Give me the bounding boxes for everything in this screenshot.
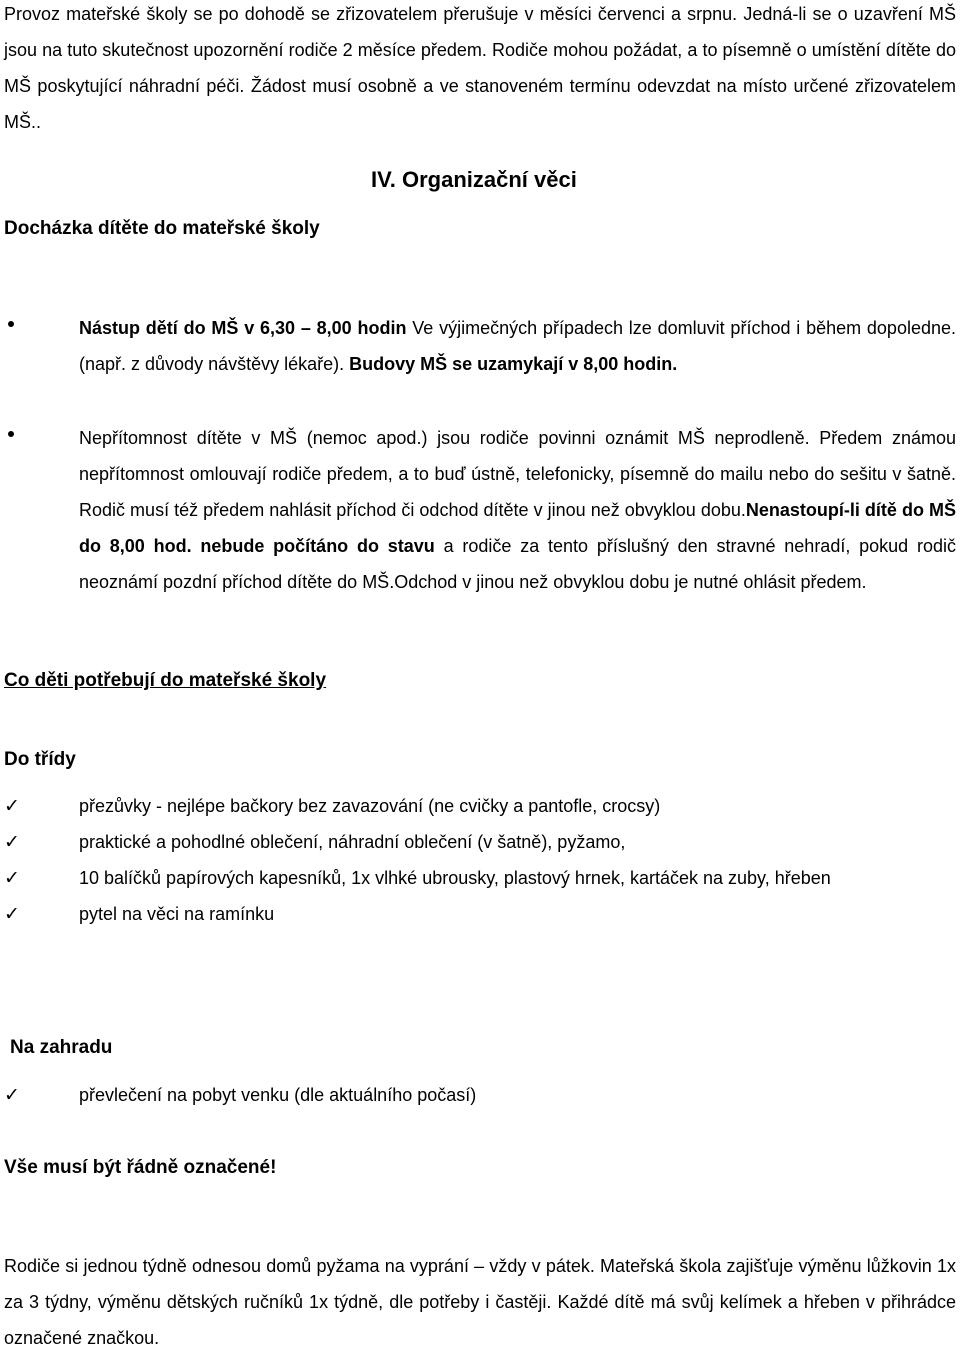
attendance-item-arrival bbox=[0, 310, 956, 382]
attendance-list-2 bbox=[0, 420, 956, 600]
list-item-text: pytel na věci na ramínku bbox=[79, 904, 275, 924]
checkmark-icon: ✓ bbox=[4, 795, 20, 817]
list-item-text: převlečení na pobyt venku (dle aktuálního počasí) bbox=[79, 1085, 477, 1105]
class-items-list bbox=[0, 788, 956, 932]
garden-heading: Na zahradu bbox=[10, 1037, 113, 1058]
checkmark-icon: ✓ bbox=[4, 1084, 20, 1106]
class-heading: Do třídy bbox=[4, 749, 76, 770]
intro-paragraph: Provoz mateřské školy se po dohodě se zřizovatelem přerušuje v měsíci červenci a srpnu. Jedná-li se o uzavření MŠ jsou na tuto skutečnost upozornění rodiče 2 měsíce předem. Rodiče mohou požádat, a to písemně o umístění dítěte do MŠ poskytující náhradní péči. Žádost musí osobně a ve stanoveném termínu odevzdat na místo určené zřizovatelem MŠ.. bbox=[4, 4, 956, 132]
garden-items-list bbox=[0, 1077, 956, 1113]
checkmark-icon: ✓ bbox=[4, 867, 20, 889]
absence-text: Nepřítomnost dítěte v MŠ (nemoc apod.) jsou rodiče povinni oznámit MŠ neprodleně. Předem známou nepřítomnost omlouvají rodiče předem, a to buď ústně, telefonicky, písemně do mailu nebo do sešitu v šatně. Rodič musí též předem nahlásit příchod či odchod dítěte v jinou než obvyklou dobu. bbox=[79, 428, 956, 520]
list-item-text: praktické a pohodlné oblečení, náhradní oblečení (v šatně), pyžamo, bbox=[79, 832, 626, 852]
bullet-icon bbox=[8, 321, 14, 327]
list-item-text: přezůvky - nejlépe bačkory bez zavazování (ne cvičky a pantofle, crocsy) bbox=[79, 796, 661, 816]
attendance-list-1 bbox=[0, 310, 956, 382]
checkmark-icon: ✓ bbox=[4, 831, 20, 853]
list-item bbox=[0, 788, 956, 824]
lock-time-bold: Budovy MŠ se uzamykají v 8,00 hodin. bbox=[349, 354, 678, 374]
checkmark-icon: ✓ bbox=[4, 903, 20, 925]
not-counted-bold: nebude počítáno do stavu bbox=[200, 536, 435, 556]
list-item bbox=[0, 896, 956, 932]
list-item bbox=[0, 860, 956, 896]
attendance-item-absence bbox=[0, 420, 956, 600]
bullet-icon bbox=[8, 431, 14, 437]
must-be-labeled-note: Vše musí být řádně označené! bbox=[4, 1157, 277, 1178]
meal-text: a rodiče za tento příslušný den stravné nehradí, pokud rodič neoznámí pozdní příchod dítěte do MŠ.Odchod v jinou než obvyklou dobu je nutné ohlásit předem. bbox=[79, 536, 956, 592]
late-arrival-bold: Nenastoupí-li dítě do MŠ do 8,00 hod. bbox=[79, 500, 957, 556]
outro-paragraph: Rodiče si jednou týdně odnesou domů pyžama na vyprání – vždy v pátek. Mateřská škola zajišťuje výměnu lůžkovin 1x za 3 týdny, výměnu dětských ručníků 1x týdně, dle potřeby i častěji. Každé dítě má svůj kelímek a hřeben v přihrádce označené značkou. bbox=[4, 1256, 956, 1348]
list-item-text: 10 balíčků papírových kapesníků, 1x vlhké ubrousky, plastový hrnek, kartáček na zuby, hřeben bbox=[79, 868, 831, 888]
needs-heading: Co děti potřebují do mateřské školy bbox=[4, 670, 327, 691]
list-item bbox=[0, 824, 956, 860]
section-title: IV. Organizační věci bbox=[371, 167, 577, 192]
arrival-text: Ve výjimečných případech lze domluvit příchod i během dopoledne. (např. z důvody návštěvy lékaře). bbox=[79, 318, 957, 374]
list-item bbox=[0, 1077, 956, 1113]
arrival-time-bold: Nástup dětí do MŠ v 6,30 – 8,00 hodin bbox=[79, 318, 407, 338]
attendance-heading: Docházka dítěte do mateřské školy bbox=[4, 218, 320, 239]
